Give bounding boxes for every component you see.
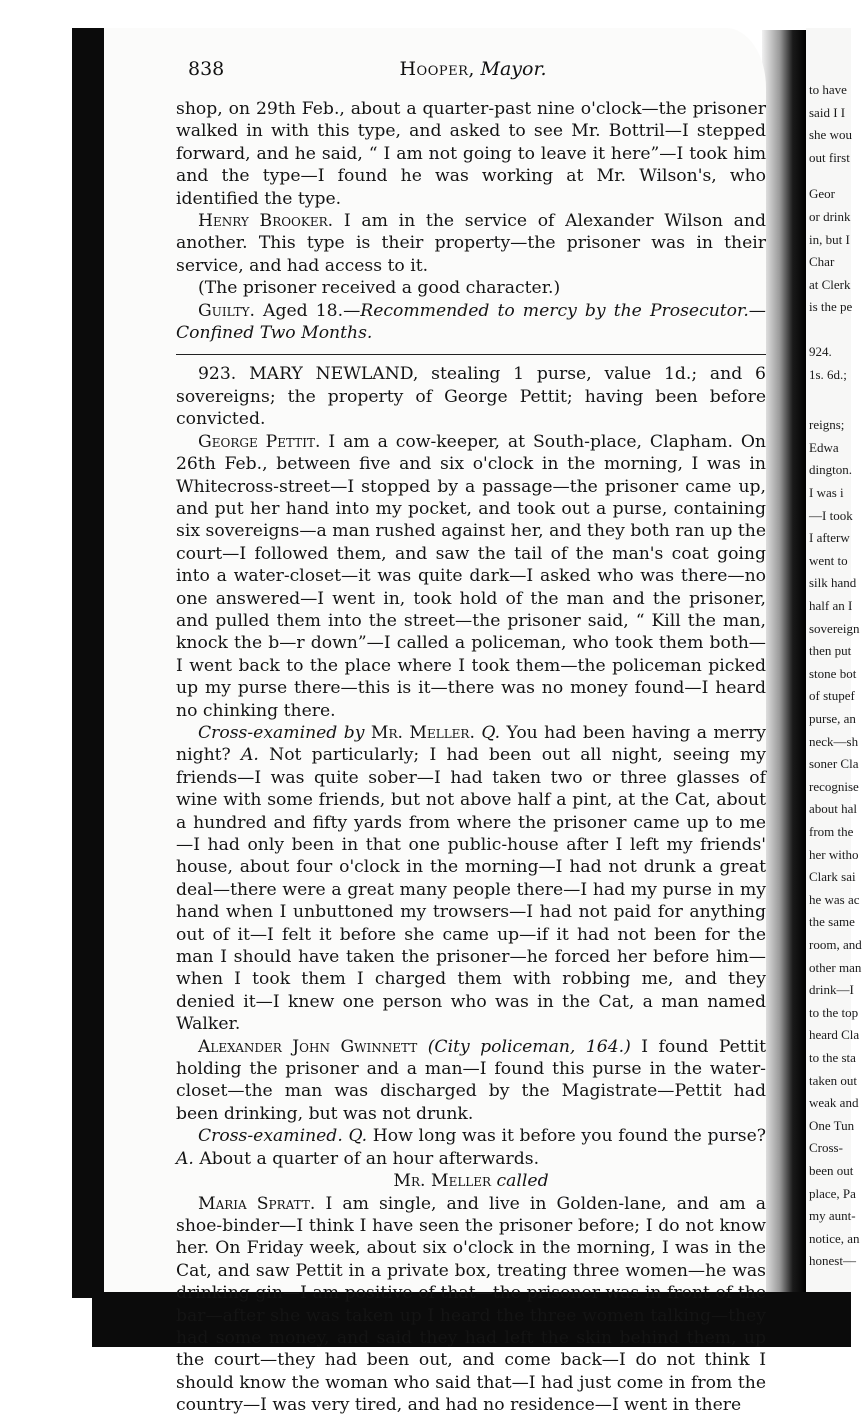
- speaker-name: Maria Spratt.: [198, 1193, 316, 1214]
- right-page-line-fragment: neck—sh: [809, 733, 859, 749]
- right-page-line-fragment: taken out: [809, 1072, 858, 1088]
- age: Aged 18.—: [254, 300, 361, 321]
- right-page-line-fragment: I was i: [809, 485, 844, 500]
- left-page: [104, 28, 767, 1416]
- right-page-line-fragment: went to: [809, 552, 848, 568]
- right-page-line-fragment: to have: [809, 82, 847, 97]
- book-gutter: [762, 30, 806, 1300]
- right-page-line-fragment: or drink: [809, 209, 851, 224]
- right-page-line-fragment: Geor: [809, 186, 835, 202]
- right-page-line-fragment: then put: [809, 643, 852, 659]
- right-page-line-fragment: sovereign: [809, 620, 860, 636]
- right-page-line-fragment: Edwa: [809, 439, 839, 455]
- right-page-line-fragment: 924.: [809, 344, 832, 359]
- speaker-name: Alexander John Gwinnett: [198, 1036, 418, 1057]
- running-header: [188, 58, 758, 88]
- right-page-line-fragment: drink—I: [809, 982, 854, 998]
- right-page-line-fragment: my aunt-: [809, 1208, 856, 1224]
- scan-margin: [0, 0, 851, 28]
- right-page-line-fragment: room, and: [809, 937, 862, 952]
- right-page-line-fragment: Cross-: [809, 1140, 843, 1156]
- right-page-line-fragment: at Clerk: [809, 276, 851, 292]
- case-divider: [176, 354, 766, 355]
- right-page-line-fragment: dington.: [809, 462, 852, 478]
- right-page-line-fragment: recognise: [809, 778, 859, 794]
- right-page-line-fragment: about hal: [809, 801, 858, 817]
- verdict: Guilty.: [198, 300, 255, 321]
- verdict-line: [176, 300, 766, 345]
- testimony-brooker: Henry Brooker. I am in the service of Alexander Wilson and another. This type is their property—the prisoner was in their service, and had access to it.: [176, 211, 766, 276]
- running-title-name: Hooper: [399, 58, 469, 80]
- right-page-line-fragment: weak and: [809, 1095, 859, 1111]
- right-page-line-fragment: from the: [809, 824, 854, 839]
- right-page-line-fragment: out first: [809, 149, 850, 165]
- speaker-role: (City policeman, 164.): [427, 1036, 631, 1057]
- speaker-name: George Pettit.: [198, 431, 321, 452]
- right-page-line-fragment: he was ac: [809, 891, 860, 907]
- witness-called: Mr. Meller called: [393, 1171, 549, 1192]
- paragraph-continuation: shop, on 29th Feb., about a quarter-past nine o'clock—the prisoner walked in with this type, and asked to see Mr. Bottril—I stepped forward, and he said, “ I am not going to leave it here”—I took him and the type—I found he was working at Mr. Wilson's, who identified the type.: [176, 99, 766, 209]
- right-page-line-fragment: place, Pa: [809, 1185, 856, 1201]
- right-page-line-fragment: said I I: [809, 104, 846, 120]
- running-title: Hooper, Mayor.: [399, 58, 547, 80]
- right-page-line-fragment: stone bot: [809, 665, 857, 681]
- page-number: 838: [188, 58, 225, 80]
- right-page-line-fragment: to the top: [809, 1004, 859, 1020]
- right-page-line-fragment: in, but I: [809, 231, 850, 247]
- right-page-fragment: [806, 28, 862, 1292]
- right-page-line-fragment: reigns;: [809, 417, 845, 433]
- right-page-line-fragment: I afterw: [809, 530, 850, 546]
- right-page-line-fragment: honest—: [809, 1253, 856, 1269]
- right-page-line-fragment: her witho: [809, 846, 859, 862]
- page-text: [176, 98, 766, 1417]
- right-page-line-fragment: the same: [809, 914, 855, 930]
- right-page-line-fragment: other man: [809, 959, 862, 975]
- right-page-line-fragment: is the pe: [809, 299, 853, 315]
- right-page-line-fragment: soner Cla: [809, 756, 859, 772]
- right-page-line-fragment: to the sta: [809, 1050, 856, 1065]
- right-page-line-fragment: Char: [809, 254, 835, 270]
- right-page-line-fragment: Clark sai: [809, 869, 856, 885]
- book-edge-shadow: [72, 28, 104, 1298]
- right-page-line-fragment: —I took: [809, 507, 853, 523]
- right-page-line-fragment: purse, an: [809, 711, 856, 726]
- right-page-line-fragment: 1s. 6d.;: [809, 366, 847, 382]
- right-page-line-fragment: heard Cla: [809, 1027, 860, 1043]
- right-page-line-fragment: she wou: [809, 127, 852, 143]
- testimony-pettit: George Pettit. I am a cow-keeper, at South-place, Clapham. On 26th Feb., between five and six o'clock in the morning, I was in Whitecross-street—I stopped by a passage—the prisoner came up, and put her hand into my pocket, and took out a purse, containing six sovereigns—a man rushed against her, and they both ran up the court—I followed them, and saw the tail of the man's coat going into a water-closet—it was quite dark—I asked who was there—no one answered—I went in, took hold of the man and the prisoner, and pulled them into the street—the prisoner said, “ Kill the man, knock the b—r down”—I called a policeman, who took them both—I went back to the place where I took them—the policeman picked up my purse there—this is it—there was no money found—I heard no chinking there.: [176, 431, 767, 721]
- right-page-line-fragment: been out: [809, 1163, 854, 1178]
- right-page-line-fragment: One Tun: [809, 1117, 855, 1133]
- running-title-role: Mayor.: [480, 58, 547, 80]
- right-page-line-fragment: notice, an: [809, 1230, 860, 1246]
- testimony-gwinnett: Alexander John Gwinnett (City policeman, 164.) I found Pettit holding the prisoner and a man—I found this purse in the water-closet—the man was discharged by the Magistrate—Pettit had been drinking, but was not drunk.: [176, 1036, 767, 1124]
- sentence: Recommended to mercy by the Prosecutor.—Confined Two Months.: [176, 300, 766, 344]
- counsel-name: Mr. Meller.: [370, 722, 475, 743]
- cross-examination-pettit: Cross-examined by Mr. Meller. Q. You had been having a merry night? A. Not particularly; I had been out all night, seeing my friends—I was quite sober—I had taken two or three glasses of wine with some friends, but not above half a pint, at the Cat, about a hundred and fifty yards from where the prisoner came up to me—I had only been in that one public-house after I left my friends' house, about four o'clock in the morning—I had not drunk a great deal—there were a great many people there—I had my purse in my hand when I unbuttoned my trowsers—I had not paid for anything out of it—I felt it before she came up—if it had not been for the man I should have taken the prisoner—he forced her before him—when I took them I charged them with robbing me, and they denied it—I knew one person who was in the Cat, a man named Walker.: [176, 722, 766, 1035]
- case-heading: 923. MARY NEWLAND, stealing 1 purse, value 1d.; and 6 sovereigns; the property of George Pettit; having been before convicted.: [176, 364, 766, 430]
- right-page-line-fragment: half an I: [809, 598, 853, 613]
- speaker-name: Henry Brooker.: [198, 211, 334, 232]
- right-page-line-fragment: silk hand: [809, 575, 857, 591]
- cross-examination-gwinnett: Cross-examined. Q. How long was it before you found the purse? A. About a quarter of an hour afterwards.: [176, 1126, 766, 1169]
- character-note: (The prisoner received a good character.): [198, 278, 561, 299]
- right-page-line-fragment: of stupef: [809, 688, 855, 704]
- testimony-spratt: Maria Spratt. I am single, and live in Golden-lane, and am a shoe-binder—I think I have seen the prisoner before; I do not know her. On Friday week, about six o'clock in the morning, I was in the Cat, and saw Pettit in a private box, treating three women—he was drinking gin—I am positive of that—the prisoner was in front of the bar—after she was taken up I heard the three women talking—they had some money, and said they had left the skin behind them, up the court—they had been out, and come back—I do not think I should know the woman who said that—I had just come in from the country—I was very tired, and had no residence—I went in there: [176, 1193, 766, 1416]
